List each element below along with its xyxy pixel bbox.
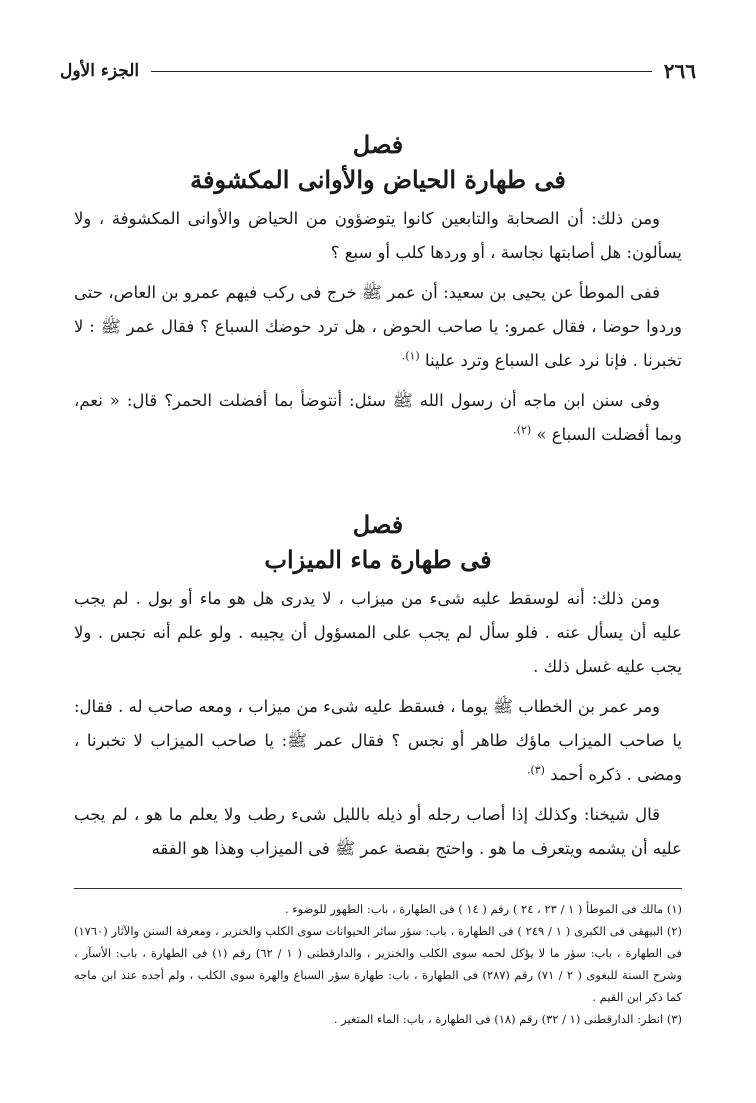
paragraph-text: ففى الموطأ عن يحيى بن سعيد: أن عمر ﷺ خرج فى ركب فيهم عمرو بن العاص، حتى وردوا حوضا ، فقال عمرو: يا صاحب الحوض ، هل ترد حوضك السباع ؟ فقال عمر ﷺ : لا تخبرنا . فإنا نرد على السباع وترد علينا — [74, 283, 682, 370]
footnotes — [74, 898, 682, 1030]
paragraph — [74, 690, 682, 792]
footnote-ref: (١). — [401, 349, 420, 363]
paragraph — [74, 276, 682, 378]
footnote-1: (١) مالك فى الموطأ ( ١ / ٢٣ ، ٢٤ ) رقم ( ١٤ ) فى الطهارة ، باب: الطهور للوضوء . — [284, 902, 682, 916]
footnote-3: (٣) انظر: الدارقطنى (١ / ٣٢) رقم (١٨) فى الطهارة ، باب: الماء المتغير . — [333, 1012, 682, 1026]
paragraph-text: وفى سنن ابن ماجه أن رسول الله ﷺ سئل: أنتوضأ بما أفضلت الحمر؟ قال: « نعم، وبما أفضلت السباع » — [74, 391, 682, 444]
header-rule — [151, 71, 652, 72]
paragraph-text: قال شيخنا: وكذلك إذا أصاب رجله أو ذيله بالليل شىء رطب ولا يعلم ما هو ، لم يجب عليه أن يشمه ويتعرف ما هو . واحتج بقصة عمر ﷺ فى الميزاب وهذا هو الفقه — [74, 805, 682, 858]
running-header — [60, 58, 696, 84]
section-basins-vessels — [74, 128, 682, 458]
section-label: فصل — [352, 510, 404, 539]
footnote-2: (٢) البيهقى فى الكبرى ( ١ / ٢٤٩ ) فى الطهارة ، باب: سؤر سائر الحيوانات سوى الكلب والخنزير ، ومعرفة السنن والآثار (١٧٦٠) فى الطهارة ، باب: سؤر ما لا يؤكل لحمه سوى الكلب والخنزير ، والدارقطنى ( ١ / ٦٢) رقم (١) فى الطهارة ، باب: الأسآر ، وشرح السنة للبغوى ( ٢ / ٧١) رقم (٢٨٧) فى الطهارة ، باب: طهارة سؤر السباع والهرة سوى الكلب ، ولم أجده عند ابن ماجه كما ذكر ابن القيم . — [74, 924, 683, 1004]
footnote-ref: (٣). — [526, 763, 545, 777]
paragraph-text: ومر عمر بن الخطاب ﷺ يوما ، فسقط عليه شىء من ميزاب ، ومعه صاحب له . فقال: يا صاحب الميزاب ماؤك طاهر أو نجس ؟ فقال عمر ﷺ: يا صاحب الميزاب لا تخبرنا ، ومضى . ذكره أحمد — [74, 697, 682, 784]
paragraph — [74, 582, 682, 684]
footnote-divider — [74, 888, 682, 889]
paragraph-text: ومن ذلك: أن الصحابة والتابعين كانوا يتوضؤون من الحياض والأوانى المكشوفة ، ولا يسألون: هل أصابتها نجاسة ، أو وردها كلب أو سبع ؟ — [74, 209, 682, 262]
paragraph — [74, 384, 682, 452]
page-number: ٢٦٦ — [663, 59, 696, 83]
section-title: فى طهارة ماء الميزاب — [264, 545, 492, 574]
section-gutter-water — [74, 508, 682, 872]
paragraph-text: ومن ذلك: أنه لوسقط عليه شىء من ميزاب ، لا يدرى هل هو ماء أو بول . لم يجب عليه أن يسأل عنه . فلو سأل لم يجب على المسؤول أن يجيبه . ولو علم أنه نجس . ولا يجب عليه غسل ذلك . — [74, 589, 682, 676]
paragraph — [74, 798, 682, 866]
section-label: فصل — [352, 130, 404, 159]
volume-title: الجزء الأول — [60, 61, 140, 81]
footnote-ref: (٢). — [513, 423, 532, 437]
section-title: فى طهارة الحياض والأوانى المكشوفة — [190, 165, 566, 194]
paragraph — [74, 202, 682, 270]
